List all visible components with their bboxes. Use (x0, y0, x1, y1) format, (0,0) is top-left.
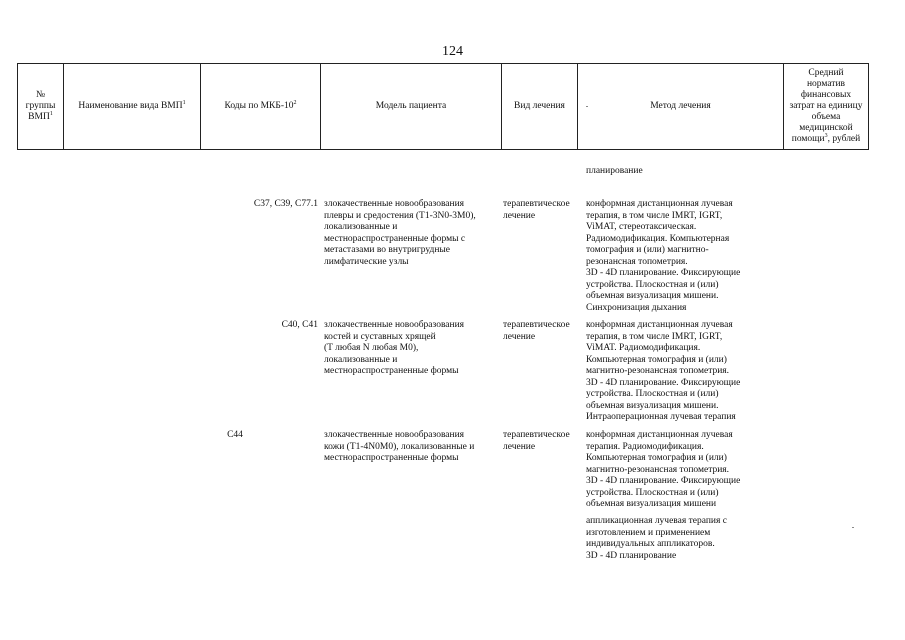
model-line: злокачественные новообразования (324, 320, 465, 330)
method-line: 3D - 4D планирование. Фиксирующие (586, 268, 741, 278)
method-line: терапия. Радиомодификация. (586, 441, 704, 452)
method-line: аппликационная лучевая терапия с (586, 516, 727, 526)
method-line: объемная визуализация мишени (586, 499, 717, 509)
header-group-number (18, 64, 64, 150)
footnote-mark: 1 (49, 110, 53, 117)
method-line: Компьютерная томография и (или) (586, 453, 727, 463)
model-line: злокачественные новообразования (324, 430, 465, 440)
model-line: злокачественные новообразования (324, 199, 465, 209)
method-line: терапия, в том числе IMRT, IGRT, (586, 210, 723, 221)
model-line: локализованные и (324, 354, 398, 365)
header-patient-model-label: Модель пациента (375, 101, 447, 111)
model-line: (T любая N любая M0), (324, 343, 419, 353)
model-line: костей и суставных хрящей (324, 331, 436, 342)
method-cell (586, 516, 776, 562)
scan-speck (586, 106, 588, 107)
header-group-number-line: ВМП (28, 112, 50, 122)
model-line: местнораспространенные формы (324, 366, 459, 376)
icd-code-cell: С44 (227, 430, 243, 440)
method-line: устройства. Плоскостная и (или) (586, 487, 719, 498)
patient-model-cell (324, 430, 500, 465)
method-cell (586, 320, 776, 424)
method-line: ViMAT, стереотаксическая. (586, 222, 697, 232)
header-cost-line: , рублей (827, 134, 861, 144)
method-line: устройства. Плоскостная и (или) (586, 389, 719, 399)
scan-speck (852, 527, 854, 528)
footnote-mark: 3 (824, 132, 828, 139)
method-line: индивидуальных аппликаторов. (586, 539, 715, 549)
footnote-mark: 1 (182, 99, 186, 106)
page-number: 124 (442, 44, 463, 59)
method-line: планирование (586, 166, 643, 176)
method-cell (586, 166, 776, 178)
type-line: терапевтическое (503, 430, 570, 440)
method-line: Синхронизация дыхания (586, 302, 687, 313)
model-line: плевры и средостения (T1-3N0-3M0), (324, 210, 476, 221)
treatment-type-cell (503, 430, 583, 453)
method-line: изготовлением и применением (586, 527, 711, 538)
patient-model-cell (324, 320, 500, 378)
header-patient-model (321, 64, 502, 150)
model-line: локализованные и (324, 222, 398, 232)
model-line: лимфатические узлы (324, 256, 409, 267)
method-line: терапия, в том числе IMRT, IGRT, (586, 331, 723, 342)
method-line: Компьютерная томография и (или) (586, 354, 727, 365)
header-vmp-name-label: Наименование вида ВМП (78, 101, 183, 111)
header-cost-line: объема (811, 112, 841, 122)
patient-model-cell (324, 199, 500, 268)
model-line: местнораспространенные формы (324, 453, 459, 463)
method-line: конформная дистанционная лучевая (586, 320, 733, 330)
method-line: конформная дистанционная лучевая (586, 199, 733, 209)
header-group-number-line: группы (25, 101, 56, 111)
icd-code-cell: С40, С41 (281, 320, 318, 330)
header-treatment-method (578, 64, 784, 150)
method-line: устройства. Плоскостная и (или) (586, 279, 719, 290)
method-line: Радиомодификация. Компьютерная (586, 233, 730, 244)
header-icd-codes (201, 64, 321, 150)
method-line: магнитно-резонансная топометрия. (586, 464, 730, 475)
header-cost-line: финансовых (800, 90, 852, 100)
header-cost-standard (784, 64, 869, 150)
method-cell (586, 199, 776, 314)
method-line: 3D - 4D планирование (586, 550, 677, 561)
type-line: лечение (503, 331, 536, 342)
model-line: кожи (T1-4N0M0), локализованные и (324, 441, 475, 452)
model-line: метастазами во внутригрудные (324, 245, 451, 255)
method-line: 3D - 4D планирование. Фиксирующие (586, 476, 741, 486)
method-line: объемная визуализация мишени. (586, 291, 719, 301)
method-line: Интраоперационная лучевая терапия (586, 412, 736, 422)
header-treatment-type (502, 64, 578, 150)
type-line: терапевтическое (503, 199, 570, 209)
header-cost-line: затрат на единицу (789, 101, 863, 111)
model-line: местнораспространенные формы с (324, 233, 466, 244)
method-line: 3D - 4D планирование. Фиксирующие (586, 377, 741, 388)
method-line: ViMAT. Радиомодификация. (586, 343, 701, 353)
method-line: объемная визуализация мишени. (586, 400, 719, 411)
header-cost-line: медицинской (799, 123, 853, 133)
table-header (17, 63, 869, 150)
type-line: лечение (503, 441, 536, 452)
method-line: томография и (или) магнитно- (586, 245, 709, 255)
header-group-number-line: № (35, 90, 46, 100)
treatment-type-cell (503, 199, 583, 222)
header-treatment-method-label: Метод лечения (650, 101, 711, 111)
header-cost-line: норматив (806, 79, 846, 89)
footnote-mark: 2 (293, 99, 297, 106)
method-line: магнитно-резонансная топометрия. (586, 366, 730, 376)
header-cost-line: Средний (808, 68, 844, 78)
method-line: конформная дистанционная лучевая (586, 430, 733, 440)
header-treatment-type-label: Вид лечения (514, 101, 565, 111)
treatment-type-cell (503, 320, 583, 343)
method-cell (586, 430, 776, 511)
header-icd-codes-label: Коды по МКБ-10 (224, 101, 294, 111)
type-line: лечение (503, 210, 536, 221)
type-line: терапевтическое (503, 320, 570, 330)
icd-code-cell: С37, С39, С77.1 (253, 199, 318, 209)
header-cost-line: помощи (791, 134, 825, 144)
header-vmp-name (64, 64, 201, 150)
method-line: резонансная топометрия. (586, 256, 688, 267)
